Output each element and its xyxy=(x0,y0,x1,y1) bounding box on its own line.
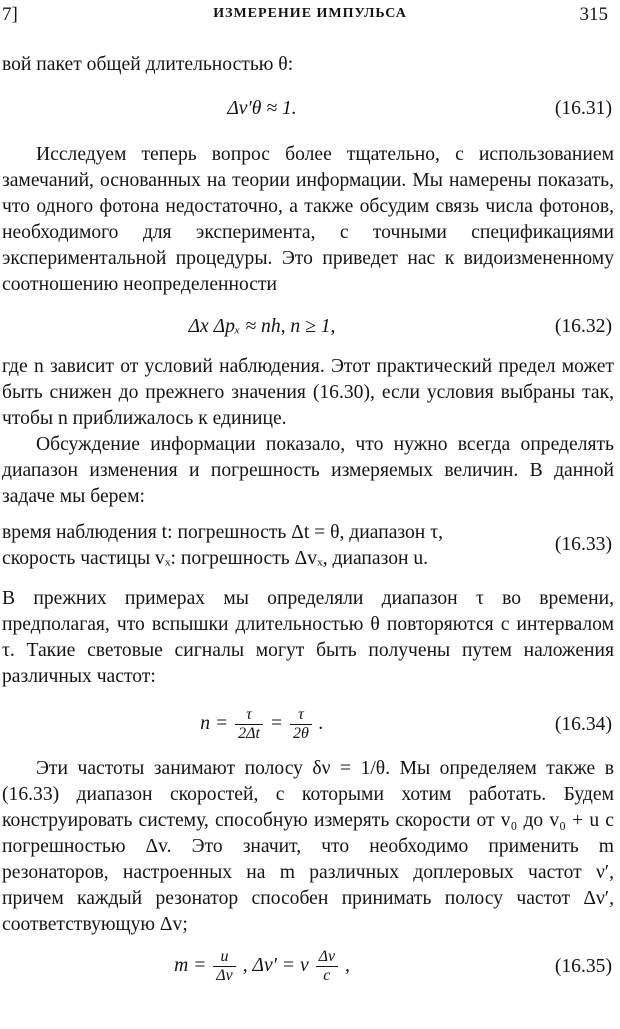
equation-end: . xyxy=(318,713,324,734)
numerator: u xyxy=(213,948,236,967)
numerator: Δv xyxy=(316,948,339,967)
equation-number: (16.34) xyxy=(554,714,612,735)
equation-lhs: m = xyxy=(174,955,207,976)
paragraph: В прежних примерах мы определяли диапазон τ во времени, предполагая, что вспышки длительностью θ повторяются с интервалом τ. Такие световые сигналы могут быть получены путем наложения различных частот: xyxy=(2,588,614,687)
equation-middle: , Δν′ = ν xyxy=(242,955,309,976)
equation-number: (16.31) xyxy=(554,98,612,119)
equation-formula: Δx Δpₓ ≈ nh, n ≥ 1, xyxy=(188,316,336,337)
denominator: 2θ xyxy=(293,725,309,742)
running-header xyxy=(0,4,620,28)
equation-lhs: n = xyxy=(200,713,229,734)
section-number: 7] xyxy=(2,4,18,25)
equation-number: (16.33) xyxy=(554,534,612,555)
denominator: c xyxy=(323,967,331,984)
page-number: 315 xyxy=(579,4,608,25)
equation-number: (16.35) xyxy=(554,956,612,977)
equation-16-34 xyxy=(2,698,614,750)
running-title: ИЗМЕРЕНИЕ ИМПУЛЬСА xyxy=(213,6,407,21)
equation-formula: Δν′θ ≈ 1. xyxy=(227,98,297,119)
fraction xyxy=(213,948,236,985)
denominator: Δv xyxy=(216,967,233,984)
fraction xyxy=(290,706,312,743)
paragraph: Обсуждение информации показало, что нужно всегда определять диапазон изменения и погрешность измеряемых величин. В данной задаче мы берем: xyxy=(2,434,614,507)
equation-16-35 xyxy=(2,942,614,994)
paragraph: Эти частоты занимают полосу δν = 1/θ. Мы определяем также в (16.33) диапазон скоростей, с которыми хотим работать. Будем конструировать систему, способную измерять скорости от v₀ до v₀ + u с погрешностью Δv. Это значит, что необходимо применить m резонаторов, настроенных на m различных доплеровых частот ν′, причем каждый резонатор способен принимать полосу частот Δν′, соответствующую Δv; xyxy=(2,758,614,935)
equation-sign: = xyxy=(269,713,284,734)
equation-formula xyxy=(2,948,522,985)
equation-16-31 xyxy=(2,92,614,126)
denominator: 2Δt xyxy=(238,725,260,742)
equation-formula xyxy=(2,706,522,743)
equation-16-33 xyxy=(2,516,614,576)
equation-end: , xyxy=(345,955,350,976)
numerator: τ xyxy=(235,706,263,725)
paragraph: где n зависит от условий наблюдения. Этот практический предел может быть снижен до прежнего значения (16.30), если условия выбраны так, чтобы n приближалось к единице. xyxy=(2,356,614,429)
paragraph: Исследуем теперь вопрос более тщательно, с использованием замечаний, основанных на теории информации. Мы намерены показать, что одного фотона недостаточно, а также обсудим связь числа фотонов, необходимого для эксперимента, с точными спецификациями экспериментальной процедуры. Это приведет нас к видоизмененному соотношению неопределенности xyxy=(2,144,614,295)
page-body xyxy=(2,52,614,994)
equation-line: время наблюдения t: погрешность Δt = θ, диапазон τ, xyxy=(2,522,443,543)
equation-line: скорость частицы vₓ: погрешность Δvₓ, диапазон u. xyxy=(2,548,429,569)
fraction xyxy=(316,948,339,985)
fraction xyxy=(235,706,263,743)
numerator: τ xyxy=(290,706,312,725)
equation-16-32 xyxy=(2,310,614,344)
equation-number: (16.32) xyxy=(554,316,612,337)
paragraph: вой пакет общей длительностью θ: xyxy=(2,54,294,75)
